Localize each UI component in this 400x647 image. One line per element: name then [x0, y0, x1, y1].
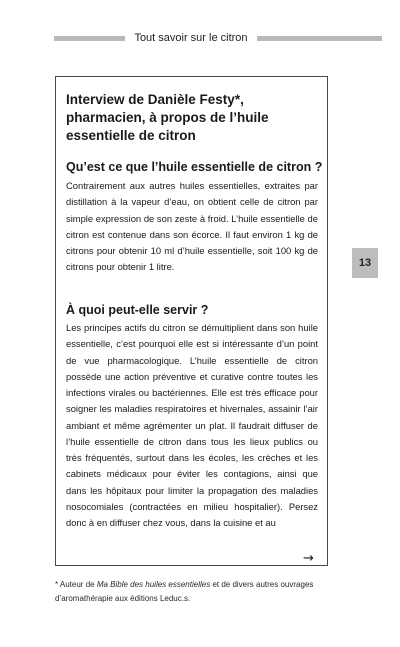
interview-box — [55, 76, 328, 566]
footnote — [55, 578, 335, 605]
interview-title: Interview de Danièle Festy*, pharmacien, à propos de l’huile essentielle de citron — [66, 92, 269, 143]
running-header — [54, 31, 382, 45]
section-text-what-is: Contrairement aux autres huiles essentielles, extraites par distillation à la vapeur d’eau, on obtient celle de citron par simple expression de son zeste à froid. L’huile essentielle de citron est contenue dans son écorce. Il faut environ 1 kg de citrons pour obtenir 10 ml d’huile essentielle, soit 100 kg de citrons pour obtenir 1 litre. — [66, 180, 318, 273]
page-number-tab — [352, 248, 378, 278]
footnote-suffix: et de divers autres ouvrages d’aromathérapie aux éditions Leduc.s. — [55, 580, 314, 603]
section-text-uses: Les principes actifs du citron se démultiplient dans son huile essentielle, c’est pourquoi elle est si intéressante d’un point de vue pharmacologique. L’huile essentielle de citron possède une action préventive et curative contre toutes les infections virales ou bactériennes. Elle est très efficace pour soigner les maladies respiratoires et hivernales, assainir l’air ambiant et même agrémenter un plat. Il faudrait diffuser de l’huile essentielle de citron dans tous les lieux publics ou très fréquentés, surtout dans les écoles, les crèches et les cabinets médicaux pour éviter les contagions, ainsi que dans les hôpitaux pour limiter la propagation des maladies nosocomiales (contractées en milieu hospitalier). Persez donc à en diffuser chez vous, dans la cuisine et au — [66, 322, 318, 528]
footnote-prefix: * Auteur de — [55, 580, 97, 589]
footnote-book-title: Ma Bible des huiles essentielles — [96, 580, 211, 589]
header-rule-left — [54, 36, 125, 41]
continue-arrow-icon: → — [303, 551, 314, 566]
section-heading-uses: À quoi peut-elle servir ? — [66, 303, 209, 317]
page-number: 13 — [358, 257, 372, 269]
header-rule-right — [257, 36, 382, 41]
section-heading-what-is: Qu’est ce que l’huile essentielle de citron ? — [66, 160, 323, 174]
running-header-title: Tout savoir sur le citron — [134, 32, 248, 44]
